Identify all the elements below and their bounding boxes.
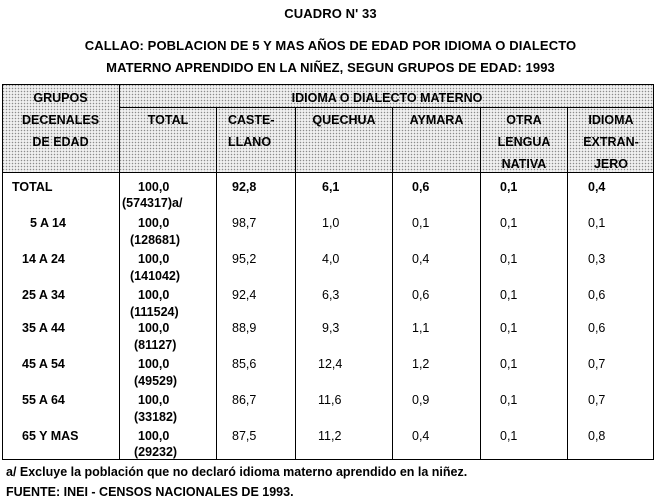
quechua-column-divider: [392, 107, 393, 460]
row-total-pct: 100,0: [138, 357, 170, 371]
row-count: (49529): [134, 374, 178, 388]
header-group-line-3: DE EDAD: [32, 135, 89, 149]
row-count: (141042): [130, 269, 181, 283]
table-title-line-1: CALLAO: POBLACION DE 5 Y MAS AÑOS DE EDAD POR IDIOMA O DIALECTO: [84, 38, 577, 53]
row-extranjero: 0,7: [588, 393, 606, 407]
row-aymara: 0,4: [412, 429, 430, 443]
row-extranjero: 0,8: [588, 429, 606, 443]
header-castellano-1: CASTE-: [228, 113, 275, 127]
row-castellano: 86,7: [232, 393, 257, 407]
row-count: (81127): [134, 338, 177, 352]
header-quechua: QUECHUA: [312, 113, 376, 127]
row-aymara: 0,4: [412, 252, 430, 266]
row-quechua: 11,2: [318, 429, 342, 443]
row-total-pct: 100,0: [138, 429, 170, 443]
total-column-divider: [216, 107, 217, 460]
row-otra: 0,1: [500, 393, 518, 407]
row-count: (111524): [130, 305, 179, 319]
table-bottom-line: [2, 459, 654, 460]
row-count: (574317)a/: [122, 196, 183, 210]
row-otra: 0,1: [500, 429, 518, 443]
row-quechua: 6,3: [322, 288, 340, 302]
row-aymara: 0,6: [412, 288, 430, 302]
row-group-label: 25 A 34: [22, 288, 65, 302]
castellano-column-divider: [295, 107, 296, 460]
row-total-pct: 100,0: [138, 252, 170, 266]
header-total: TOTAL: [147, 113, 189, 127]
row-quechua: 11,6: [318, 393, 342, 407]
header-extranjero-2: EXTRAN-: [583, 135, 639, 149]
header-span-idioma: IDIOMA O DIALECTO MATERNO: [291, 91, 483, 105]
row-aymara: 0,6: [412, 180, 430, 194]
row-otra: 0,1: [500, 357, 518, 371]
row-count: (29232): [134, 445, 178, 459]
header-group-line-1: GRUPOS: [33, 91, 88, 105]
row-extranjero: 0,3: [588, 252, 606, 266]
row-total-pct: 100,0: [138, 393, 170, 407]
row-otra: 0,1: [500, 288, 518, 302]
header-extranjero-3: JERO: [593, 157, 629, 171]
row-total-pct: 100,0: [138, 288, 170, 302]
row-extranjero: 0,6: [588, 288, 606, 302]
row-otra: 0,1: [500, 180, 518, 194]
table-title-line-2: MATERNO APRENDIDO EN LA NIÑEZ, SEGUN GRUPOS DE EDAD: 1993: [106, 60, 555, 75]
row-quechua: 12,4: [318, 357, 343, 371]
source-note: FUENTE: INEI - CENSOS NACIONALES DE 1993.: [6, 485, 294, 499]
row-group-label: 5 A 14: [30, 216, 66, 230]
footnote: a/ Excluye la población que no declaró idioma materno aprendido en la niñez.: [6, 465, 468, 479]
row-group-label: 45 A 54: [22, 357, 65, 371]
row-extranjero: 0,4: [588, 180, 606, 194]
row-extranjero: 0,7: [588, 357, 606, 371]
table-number: CUADRO N' 33: [284, 6, 377, 21]
span-header-underline: [120, 107, 654, 108]
row-castellano: 92,8: [232, 180, 257, 194]
header-bottom-line: [2, 172, 654, 173]
row-extranjero: 0,6: [588, 321, 606, 335]
row-quechua: 6,1: [322, 180, 340, 194]
group-column-divider: [119, 84, 120, 460]
row-group-label: 35 A 44: [22, 321, 65, 335]
row-castellano: 85,6: [232, 357, 257, 371]
row-total-pct: 100,0: [138, 216, 170, 230]
row-aymara: 1,1: [412, 321, 430, 335]
row-castellano: 98,7: [232, 216, 257, 230]
row-group-label: 14 A 24: [22, 252, 65, 266]
row-group-label: TOTAL: [12, 180, 53, 194]
row-castellano: 88,9: [232, 321, 257, 335]
header-group-line-2: DECENALES: [21, 113, 100, 127]
row-quechua: 4,0: [322, 252, 340, 266]
row-castellano: 92,4: [232, 288, 257, 302]
row-total-pct: 100,0: [138, 180, 170, 194]
row-aymara: 1,2: [412, 357, 430, 371]
row-otra: 0,1: [500, 321, 518, 335]
header-castellano-2: LLANO: [228, 135, 272, 149]
row-aymara: 0,9: [412, 393, 430, 407]
row-total-pct: 100,0: [138, 321, 170, 335]
header-aymara: AYMARA: [409, 113, 464, 127]
row-group-label: 65 Y MAS: [22, 429, 79, 443]
row-count: (128681): [130, 233, 181, 247]
row-aymara: 0,1: [412, 216, 430, 230]
header-otra-3: NATIVA: [501, 157, 547, 171]
header-otra-1: OTRA: [506, 113, 542, 127]
row-group-label: 55 A 64: [22, 393, 65, 407]
row-otra: 0,1: [500, 216, 518, 230]
row-quechua: 9,3: [322, 321, 340, 335]
row-extranjero: 0,1: [588, 216, 606, 230]
row-otra: 0,1: [500, 252, 518, 266]
row-castellano: 95,2: [232, 252, 257, 266]
row-quechua: 1,0: [322, 216, 340, 230]
header-otra-2: LENGUA: [497, 135, 551, 149]
header-extranjero-1: IDIOMA: [588, 113, 634, 127]
row-castellano: 87,5: [232, 429, 257, 443]
row-count: (33182): [134, 410, 178, 424]
